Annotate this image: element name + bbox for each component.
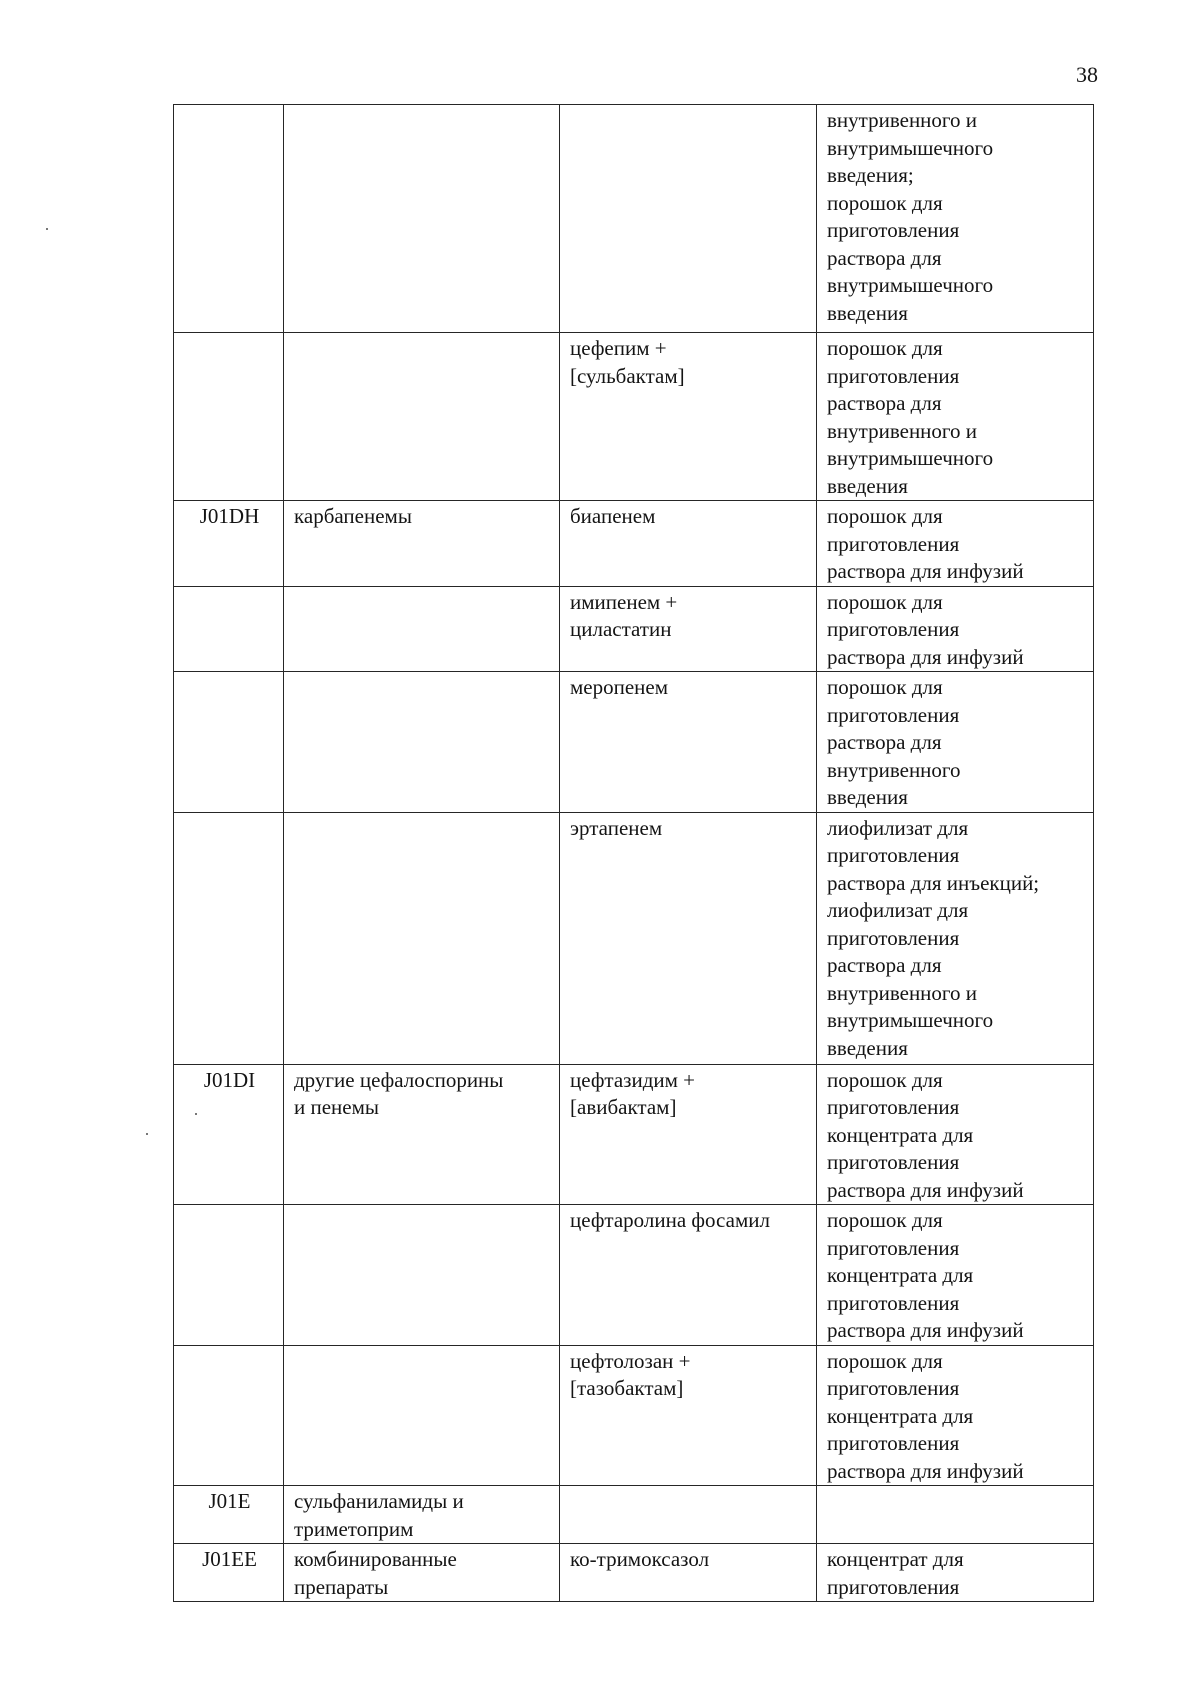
substance-line: цефтолозан + — [570, 1348, 691, 1373]
group-cell — [284, 1486, 560, 1544]
forms-line: порошок для — [827, 589, 943, 614]
forms-line: раствора для — [827, 730, 942, 754]
forms-line: приготовления — [827, 925, 960, 950]
forms-line: раствора для инфузий — [827, 1318, 1024, 1342]
table-row — [174, 672, 1094, 813]
dosage-forms-cell — [817, 105, 1094, 333]
table-row — [174, 105, 1094, 333]
scan-speck — [46, 228, 48, 230]
forms-line: концентрата для — [827, 1263, 974, 1287]
forms-line: приготовления — [827, 531, 960, 556]
group-cell — [284, 501, 560, 587]
group-line: и пенемы — [294, 1095, 380, 1119]
forms-line: введения — [827, 785, 908, 809]
atc-code-cell — [174, 1345, 284, 1486]
substance-cell — [560, 105, 817, 333]
atc-code-cell — [174, 501, 284, 587]
forms-line: приготовления — [827, 363, 960, 388]
group-cell — [284, 1064, 560, 1205]
forms-line: концентрата для — [827, 1403, 974, 1428]
page-number: 38 — [1076, 62, 1098, 87]
forms-line: приготовления — [827, 617, 960, 641]
forms-line: раствора для инфузий — [827, 644, 1024, 669]
substance-cell — [560, 1345, 817, 1486]
substance-line: цефепим + — [570, 336, 667, 360]
forms-line: внутримышечного — [827, 1008, 994, 1032]
atc-code-cell — [174, 105, 284, 333]
atc-code-cell — [174, 1544, 284, 1602]
atc-code: J01DH — [199, 504, 260, 528]
substance-line: имипенем + — [570, 589, 678, 614]
group-cell — [284, 105, 560, 333]
atc-code-cell — [174, 812, 284, 1064]
forms-line: концентрат для — [827, 1547, 964, 1571]
table-row — [174, 333, 1094, 501]
substance-cell — [560, 1205, 817, 1346]
forms-line: приготовления — [827, 1431, 960, 1455]
substance-line: цефтаролина фосамил — [570, 1208, 770, 1232]
forms-line: приготовления — [827, 218, 960, 242]
drug-table — [173, 104, 1094, 1602]
forms-line: внутривенного и — [827, 108, 977, 132]
forms-line: раствора для инъекций; — [827, 870, 1040, 895]
forms-line: внутримышечного — [827, 273, 994, 297]
group-cell — [284, 1205, 560, 1346]
atc-code-cell — [174, 586, 284, 672]
scan-speck — [195, 1113, 197, 1115]
atc-code: J01DI — [203, 1067, 256, 1092]
atc-code-cell — [174, 1064, 284, 1205]
substance-line: эртапенем — [570, 815, 663, 840]
substance-line: биапенем — [570, 504, 656, 528]
forms-line: порошок для — [827, 336, 943, 360]
atc-code-cell — [174, 1205, 284, 1346]
forms-line: приготовления — [827, 1150, 960, 1174]
group-cell — [284, 672, 560, 813]
table-row — [174, 586, 1094, 672]
forms-line: приготовления — [827, 702, 960, 727]
substance-line: [авибактам] — [570, 1095, 677, 1119]
group-line: комбинированные — [294, 1547, 457, 1571]
atc-code-cell — [174, 333, 284, 501]
group-line: сульфаниламиды и — [294, 1489, 464, 1513]
substance-line: ко-тримоксазол — [570, 1547, 710, 1571]
table-row — [174, 1064, 1094, 1205]
dosage-forms-cell — [817, 1544, 1094, 1602]
group-line: другие цефалоспорины — [294, 1067, 504, 1092]
forms-line: внутримышечного — [827, 446, 994, 470]
forms-line: внутривенного — [827, 757, 961, 782]
substance-cell — [560, 333, 817, 501]
substance-cell — [560, 1064, 817, 1205]
group-cell — [284, 333, 560, 501]
forms-line: раствора для — [827, 245, 942, 270]
atc-code-cell — [174, 672, 284, 813]
forms-line: порошок для — [827, 504, 943, 528]
atc-code: J01EE — [202, 1547, 257, 1571]
dosage-forms-cell — [817, 1064, 1094, 1205]
dosage-forms-cell — [817, 812, 1094, 1064]
forms-line: раствора для — [827, 391, 942, 415]
forms-line: приготовления — [827, 843, 960, 867]
dosage-forms-cell — [817, 1486, 1094, 1544]
substance-line: цефтазидим + — [570, 1067, 696, 1092]
table-row — [174, 1486, 1094, 1544]
table-row — [174, 812, 1094, 1064]
group-cell — [284, 812, 560, 1064]
table-row — [174, 1544, 1094, 1602]
table-body — [174, 105, 1094, 1602]
substance-cell — [560, 812, 817, 1064]
forms-line: раствора для инфузий — [827, 1458, 1024, 1483]
dosage-forms-cell — [817, 333, 1094, 501]
forms-line: внутривенного и — [827, 980, 977, 1005]
substance-cell — [560, 1486, 817, 1544]
atc-code-cell — [174, 1486, 284, 1544]
substance-line: меропенем — [570, 675, 669, 699]
forms-line: введения — [827, 1035, 908, 1060]
group-cell — [284, 1345, 560, 1486]
group-line: препараты — [294, 1574, 389, 1599]
forms-line: приготовления — [827, 1376, 960, 1400]
forms-line: раствора для инфузий — [827, 559, 1024, 583]
forms-line: приготовления — [827, 1574, 960, 1599]
dosage-forms-cell — [817, 586, 1094, 672]
forms-line: внутримышечного — [827, 135, 994, 160]
forms-line: концентрата для — [827, 1122, 974, 1147]
forms-line: введения — [827, 473, 908, 498]
forms-line: введения — [827, 300, 908, 325]
forms-line: лиофилизат для — [827, 898, 969, 922]
group-cell — [284, 586, 560, 672]
group-cell — [284, 1544, 560, 1602]
forms-line: приготовления — [827, 1235, 960, 1260]
substance-cell — [560, 1544, 817, 1602]
dosage-forms-cell — [817, 1345, 1094, 1486]
forms-line: порошок для — [827, 1208, 943, 1232]
substance-cell — [560, 586, 817, 672]
forms-line: раствора для инфузий — [827, 1177, 1024, 1202]
substance-cell — [560, 501, 817, 587]
forms-line: порошок для — [827, 1348, 943, 1373]
forms-line: порошок для — [827, 675, 943, 699]
group-line: карбапенемы — [294, 504, 412, 528]
table-row — [174, 1205, 1094, 1346]
forms-line: лиофилизат для — [827, 815, 969, 840]
dosage-forms-cell — [817, 501, 1094, 587]
substance-line: [сульбактам] — [570, 363, 685, 388]
forms-line: приготовления — [827, 1095, 960, 1119]
group-line: триметоприм — [294, 1516, 414, 1541]
forms-line: порошок для — [827, 1067, 943, 1092]
scan-speck — [146, 1133, 148, 1135]
substance-cell — [560, 672, 817, 813]
forms-line: введения; — [827, 163, 914, 187]
substance-line: циластатин — [570, 617, 672, 641]
forms-line: внутривенного и — [827, 418, 977, 443]
table-row — [174, 501, 1094, 587]
atc-code: J01E — [208, 1489, 251, 1513]
forms-line: порошок для — [827, 190, 943, 215]
table-row — [174, 1345, 1094, 1486]
forms-line: приготовления — [827, 1290, 960, 1315]
substance-line: [тазобактам] — [570, 1376, 684, 1400]
dosage-forms-cell — [817, 672, 1094, 813]
dosage-forms-cell — [817, 1205, 1094, 1346]
forms-line: раствора для — [827, 953, 942, 977]
